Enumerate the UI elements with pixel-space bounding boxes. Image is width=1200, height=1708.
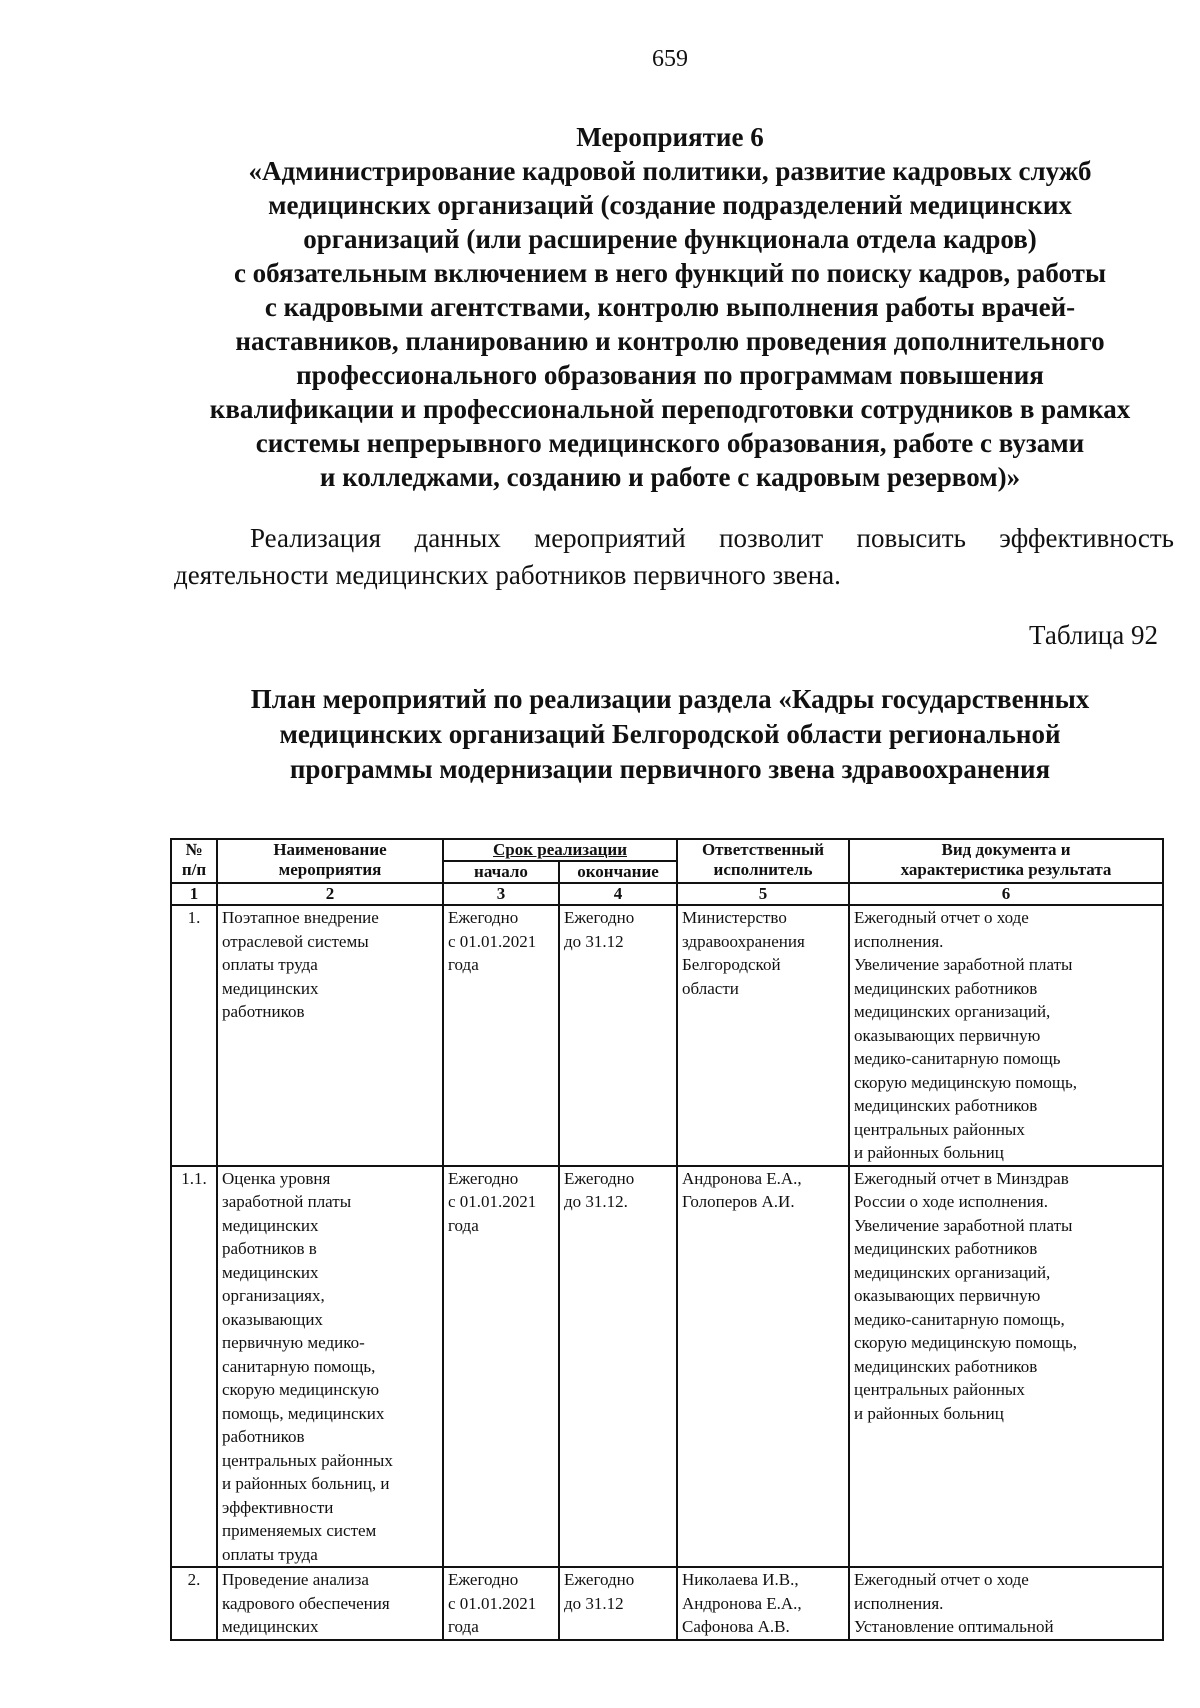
row-result [849,1567,1163,1640]
column-number: 3 [443,883,559,905]
row-name-line: эффективности [222,1497,334,1517]
row-end [559,1567,677,1640]
row-responsible-line: Сафонова А.В. [682,1617,790,1636]
row-name-line: центральных районных [222,1450,393,1470]
heading-line: Мероприятие 6 [576,122,764,152]
row-end-line: до 31.12. [564,1192,628,1211]
row-result-line: Установление оптимальной [854,1617,1054,1636]
row-result-line: медицинских работников [854,1356,1038,1376]
row-start-line: с 01.01.2021 [448,1192,537,1211]
header-name: Наименование мероприятия [217,839,443,883]
row-name-line: первичную медико- [222,1333,365,1352]
heading-line: профессионального образования по программам повышения [296,360,1044,390]
activity-heading [160,120,1180,494]
row-start-line: Ежегодно [448,1570,519,1589]
header-term: Срок реализации [443,839,677,861]
row-result-line: медико-санитарную помощь, [854,1309,1065,1329]
row-name-line: заработной платы [222,1192,352,1211]
row-result-line: исполнения. [854,1593,944,1613]
intro-line: Реализация данных мероприятий позволит повысить эффективность [250,523,1174,553]
row-result-line: центральных районных [854,1380,1025,1399]
row-end-line: до 31.12 [564,931,624,951]
row-result-line: и районных больниц [854,1143,1004,1162]
row-start-line: с 01.01.2021 [448,931,537,951]
row-responsible-line: области [682,978,739,998]
row-name-line: Поэтапное внедрение [222,908,379,927]
plan-title-line: программы модернизации первичного звена здравоохранения [289,754,1051,784]
row-result-line: скорую медицинскую помощь, [854,1072,1077,1092]
column-numbers-row [171,883,1163,905]
plan-table [170,838,1164,1641]
row-name-line: медицинских [222,1215,319,1235]
row-name-line: медицинских [222,1262,319,1282]
row-end [559,1166,677,1568]
row-responsible-line: Андронова Е.А., [682,1593,802,1613]
row-name-line: оплаты труда [222,955,318,974]
row-name-line: помощь, медицинских [222,1403,385,1423]
row-number: 2. [171,1567,217,1640]
heading-line: с обязательным включением в него функций по поиску кадров, работы [233,258,1107,288]
column-number: 6 [849,883,1163,905]
heading-line: и колледжами, созданию и работе с кадровым резервом)» [319,462,1021,492]
table-caption: Таблица 92 [1029,620,1158,650]
table-row [171,905,1163,1166]
header-end: окончание [559,861,677,883]
row-name [217,1166,443,1568]
row-start-line: года [448,1215,479,1235]
row-name-line: медицинских [222,1617,319,1636]
row-number: 1.1. [171,1166,217,1568]
row-result-line: медицинских работников [854,1096,1038,1115]
row-start-line: с 01.01.2021 [448,1593,537,1613]
row-result-line: скорую медицинскую помощь, [854,1333,1077,1352]
row-name [217,1567,443,1640]
header-result: Вид документа и характеристика результата [849,839,1163,883]
row-name-line: Проведение анализа [222,1570,369,1589]
row-end [559,905,677,1166]
row-start [443,1166,559,1568]
row-end-line: Ежегодно [564,1168,635,1188]
row-name-line: оказывающих [222,1309,323,1329]
row-name-line: медицинских [222,978,319,998]
row-result-line: Увеличение заработной платы [854,1215,1073,1235]
row-start-line: года [448,1617,479,1636]
row-responsible-line: Николаева И.В., [682,1570,799,1589]
row-end-line: до 31.12 [564,1593,624,1613]
row-result-line: медицинских организаций, [854,1002,1051,1021]
heading-line: квалификации и профессиональной переподготовки сотрудников в рамках [209,394,1131,424]
row-name-line: скорую медицинскую [222,1380,380,1399]
row-name-line: Оценка уровня [222,1168,331,1188]
row-name-line: и районных больниц, и [222,1474,390,1493]
row-name [217,905,443,1166]
row-result-line: исполнения. [854,931,944,951]
plan-title [160,682,1180,787]
row-start-line: года [448,955,479,974]
row-responsible [677,1166,849,1568]
table-row [171,1567,1163,1640]
row-responsible [677,1567,849,1640]
heading-line: медицинских организаций (создание подразделений медицинских [268,190,1072,220]
row-name-line: отраслевой системы [222,931,369,951]
column-number: 5 [677,883,849,905]
heading-line: с кадровыми агентствами, контролю выполнения работы врачей- [264,292,1076,322]
row-responsible-line: здравоохранения [682,931,805,951]
heading-line: системы непрерывного медицинского образования, работе с вузами [255,428,1085,458]
header-responsible: Ответственный исполнитель [677,839,849,883]
header-start: начало [443,861,559,883]
row-end-line: Ежегодно [564,1570,635,1589]
row-result-line: медицинских работников [854,1239,1038,1258]
row-name-line: организациях, [222,1286,325,1305]
row-responsible-line: Голоперов А.И. [682,1192,795,1211]
row-result-line: Увеличение заработной платы [854,955,1073,974]
heading-line: «Администрирование кадровой политики, развитие кадровых служб [248,156,1092,186]
heading-line: организаций (или расширение функционала отдела кадров) [303,224,1037,254]
plan-title-line: План мероприятий по реализации раздела «Кадры государственных [250,684,1090,714]
row-name-line: работников [222,1002,305,1021]
row-result-line: Ежегодный отчет о ходе [854,908,1029,927]
intro-line: деятельности медицинских работников первичного звена. [174,560,841,590]
header-num: № п/п [171,839,217,883]
page-number: 659 [652,46,688,72]
row-start [443,905,559,1166]
row-name-line: кадрового обеспечения [222,1593,390,1613]
row-name-line: применяемых систем [222,1521,377,1540]
row-result-line: Ежегодный отчет о ходе [854,1570,1029,1589]
row-responsible-line: Министерство [682,908,787,927]
row-responsible-line: Андронова Е.А., [682,1168,802,1188]
row-end-line: Ежегодно [564,908,635,927]
column-number: 1 [171,883,217,905]
row-number: 1. [171,905,217,1166]
column-number: 4 [559,883,677,905]
table-row [171,1166,1163,1568]
row-result-line: медицинских работников [854,978,1038,998]
row-name-line: работников [222,1427,305,1446]
row-name-line: санитарную помощь, [222,1356,376,1376]
row-result-line: и районных больниц [854,1403,1004,1423]
row-responsible-line: Белгородской [682,955,781,974]
plan-title-line: медицинских организаций Белгородской области региональной [279,719,1061,749]
column-number: 2 [217,883,443,905]
row-result-line: медико-санитарную помощь [854,1049,1061,1068]
row-result-line: России о ходе исполнения. [854,1192,1048,1211]
row-name-line: оплаты труда [222,1544,318,1564]
row-name-line: работников в [222,1239,317,1258]
row-result [849,905,1163,1166]
intro-paragraph [174,520,1174,594]
heading-line: наставников, планированию и контролю проведения дополнительного [235,326,1105,356]
row-result-line: медицинских организаций, [854,1262,1051,1282]
row-responsible [677,905,849,1166]
row-result-line: центральных районных [854,1119,1025,1139]
row-result [849,1166,1163,1568]
row-result-line: оказывающих первичную [854,1286,1041,1305]
row-start-line: Ежегодно [448,908,519,927]
row-start [443,1567,559,1640]
row-result-line: Ежегодный отчет в Минздрав [854,1168,1069,1188]
row-start-line: Ежегодно [448,1168,519,1188]
row-result-line: оказывающих первичную [854,1025,1041,1045]
